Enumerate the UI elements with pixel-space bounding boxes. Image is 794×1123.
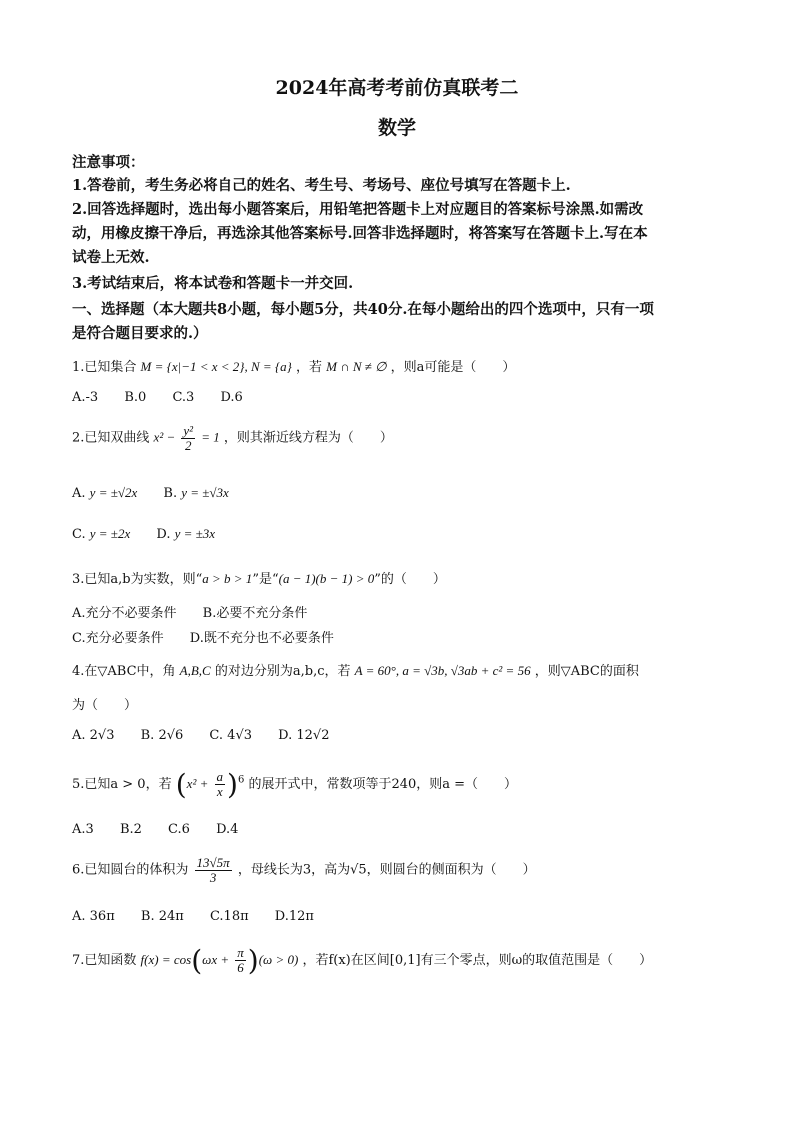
q1-suffix: ，则a可能是（ ） — [390, 360, 516, 375]
notice-item-2-line2: 动，用橡皮擦干净后，再选涂其他答案标号.回答非选择题时，将答案写在答题卡上.写在本 — [72, 225, 648, 242]
q2-option-c: y = ±2x — [89, 526, 131, 541]
q3-suffix: ”的（ ） — [374, 572, 446, 587]
q4-mid: 的对边分别为a,b,c，若 — [214, 664, 351, 679]
q5-suffix: 的展开式中，常数项等于240，则a =（ ） — [248, 777, 518, 792]
q2-option-d-label: D. — [156, 527, 171, 542]
q5-option-b: B.2 — [119, 822, 142, 837]
q5-option-d: D.4 — [216, 822, 239, 837]
q7-paren-right: ) — [247, 944, 259, 977]
q6-option-d: D.12π — [274, 909, 314, 924]
q5-prefix: 5.已知a > 0，若 — [72, 777, 172, 792]
question-4 — [72, 660, 639, 679]
q4-option-d: D. 12√2 — [278, 728, 330, 743]
q7-frac-den: 6 — [237, 960, 244, 975]
q4-option-b: B. 2√6 — [140, 728, 184, 743]
q4-options — [72, 728, 351, 743]
question-1 — [72, 356, 515, 375]
q4-prefix: 4.在▽ABC中，角 — [72, 664, 176, 679]
q1-options — [72, 390, 265, 405]
q5-options — [72, 822, 260, 837]
q2-suffix: ，则其渐近线方程为（ ） — [223, 430, 393, 446]
q1-option-c: C.3 — [172, 390, 195, 405]
q6-option-c: C.18π — [209, 909, 249, 924]
q2-option-b-label: B. — [163, 486, 178, 501]
q3-mid: ”是“ — [252, 572, 279, 587]
q4-condition: A = 60°, a = √3b, √3ab + c² = 56 — [354, 663, 531, 678]
q5-frac-num: a — [216, 769, 224, 785]
q5-fraction — [215, 770, 226, 798]
q6-frac-num: 13√5π — [196, 855, 230, 870]
q3-option-c: C.充分必要条件 — [72, 631, 164, 646]
q2-rhs: = 1 — [201, 429, 220, 445]
q6-suffix: ，母线长为3，高为√5，则圆台的侧面积为（ ） — [237, 862, 536, 878]
question-5 — [72, 768, 517, 801]
question-7 — [72, 944, 652, 977]
q4-option-a: A. 2√3 — [72, 728, 115, 743]
q2-frac-num: y² — [183, 423, 194, 438]
q1-option-d: D.6 — [220, 390, 243, 405]
q7-frac-num: π — [237, 945, 244, 961]
q4-option-c: C. 4√3 — [209, 728, 252, 743]
q2-lhs: x² − — [153, 429, 176, 445]
q1-option-a: A.-3 — [72, 390, 99, 405]
question-2 — [72, 424, 393, 452]
subject-title: 数学 — [377, 117, 416, 139]
q3-prefix: 3.已知a,b为实数，则“ — [72, 572, 203, 587]
q3-option-a: A.充分不必要条件 — [72, 606, 177, 621]
q7-arg: ωx + — [202, 952, 230, 967]
q6-options — [72, 909, 336, 924]
q6-option-b: B. 24π — [140, 909, 184, 924]
q1-condition: M ∩ N ≠ ∅ — [326, 359, 387, 374]
q6-frac-den: 3 — [209, 869, 217, 885]
q1-middle: ，若 — [295, 360, 322, 375]
notice-item-1: 1.答卷前，考生务必将自己的姓名、考生号、考场号、座位号填写在答题卡上. — [72, 177, 571, 194]
q5-option-a: A.3 — [72, 822, 94, 837]
q7-fraction — [235, 946, 246, 974]
q7-func: f(x) = cos — [140, 952, 192, 967]
q5-paren-right: ) — [227, 768, 238, 801]
q2-option-a-label: A. — [72, 486, 86, 501]
q2-option-b: y = ±√3x — [181, 485, 229, 500]
q2-options-row2 — [72, 526, 215, 542]
q5-paren-left: ( — [175, 768, 187, 801]
q7-paren-left: ( — [191, 944, 203, 977]
q6-fraction — [195, 856, 232, 884]
q2-options-row1 — [72, 485, 229, 501]
q1-sets: M = {x|−1 < x < 2}, N = {a} — [140, 359, 292, 374]
q3-option-d: D.既不充分也不必要条件 — [189, 631, 334, 646]
q2-fraction — [181, 424, 195, 452]
q7-suffix: ，若f(x)在区间[0,1]有三个零点，则ω的取值范围是（ ） — [302, 953, 653, 968]
q4-suffix: ，则▽ABC的面积 — [534, 664, 639, 679]
q2-option-c-label: C. — [72, 527, 86, 542]
q1-prefix: 1.已知集合 — [72, 360, 137, 375]
q3-options-row1 — [72, 602, 307, 621]
exam-title: 2024年高考考前仿真联考二 — [275, 77, 519, 99]
q2-prefix: 2.已知双曲线 — [72, 430, 150, 446]
q2-frac-den: 2 — [184, 437, 192, 453]
q6-prefix: 6.已知圆台的体积为 — [72, 862, 189, 878]
q5-frac-den: x — [216, 784, 223, 799]
notice-item-2-line3: 试卷上无效. — [72, 249, 150, 266]
question-6 — [72, 856, 536, 884]
q2-option-a: y = ±√2x — [89, 485, 138, 500]
section-heading-line1: 一、选择题（本大题共8小题，每小题5分，共40分.在每小题给出的四个选项中，只有一项 — [72, 301, 654, 318]
q7-prefix: 7.已知函数 — [72, 953, 137, 968]
q3-options-row2 — [72, 627, 334, 646]
question-3 — [72, 568, 446, 587]
notice-item-2-line1: 2.回答选择题时，选出每小题答案后，用铅笔把答题卡上对应题目的答案标号涂黑.如需改 — [72, 201, 644, 218]
q7-condition: (ω > 0) — [258, 952, 299, 967]
q5-power: 6 — [237, 774, 245, 786]
q6-option-a: A. 36π — [72, 909, 115, 924]
q4-angles: A,B,C — [179, 663, 211, 678]
q4-line2: 为（ ） — [72, 698, 138, 713]
q3-condition-2: (a − 1)(b − 1) > 0 — [278, 571, 375, 586]
q3-condition-1: a > b > 1 — [202, 571, 253, 586]
q5-expr-base: x² + — [186, 776, 209, 791]
section-heading-line2: 是符合题目要求的.） — [72, 325, 208, 342]
q3-option-b: B.必要不充分条件 — [202, 606, 308, 621]
q2-option-d: y = ±3x — [174, 526, 216, 541]
notice-heading: 注意事项： — [72, 154, 145, 171]
q1-option-b: B.0 — [124, 390, 147, 405]
notice-item-3: 3.考试结束后，将本试卷和答题卡一并交回. — [72, 275, 354, 292]
q5-option-c: C.6 — [168, 822, 190, 837]
